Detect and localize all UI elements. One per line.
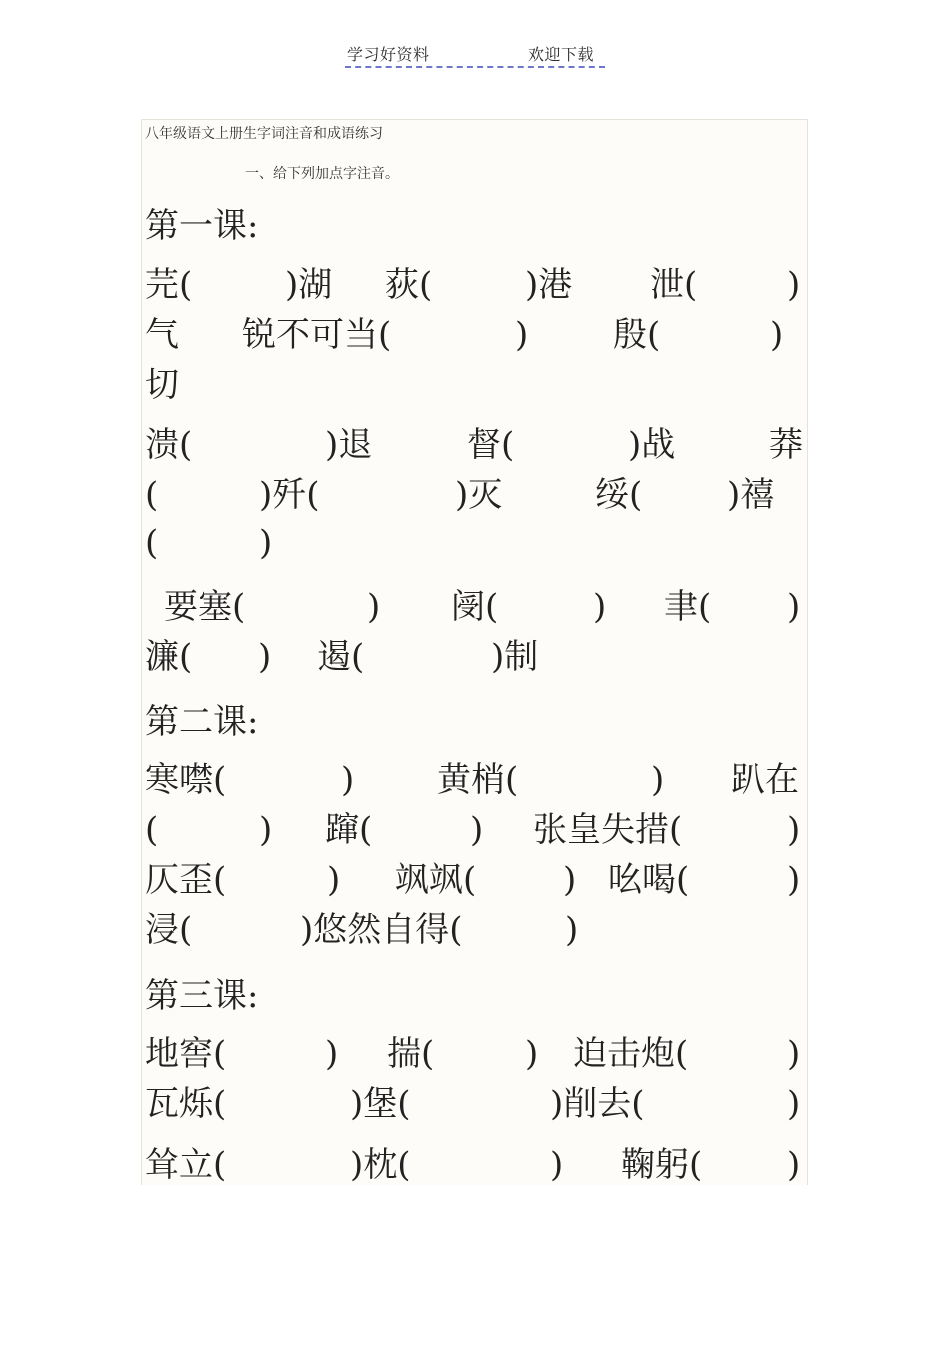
exercise-item: ) [593, 587, 607, 627]
exercise-item: ) [563, 860, 577, 900]
exercise-item: ) [651, 760, 665, 800]
page-header [345, 40, 605, 68]
exercise-item: 地窖( [145, 1034, 227, 1074]
exercise-item: 荻( [385, 265, 433, 305]
exercise-item: ( [145, 475, 159, 515]
exercise-line [145, 310, 802, 360]
exercise-item: ( [145, 810, 159, 850]
exercise-item: 张皇失措( [533, 810, 683, 850]
exercise-item: ) [787, 1084, 801, 1124]
exercise-item: )港 [525, 265, 573, 305]
exercise-item: )灭 [455, 475, 503, 515]
exercise-item: )战 [628, 425, 676, 465]
exercise-line [145, 582, 802, 632]
exercise-item: 瓦烁( [145, 1084, 227, 1124]
exercise-line [145, 518, 802, 568]
exercise-item: ) [325, 1034, 339, 1074]
exercise-item: 鞠躬( [621, 1145, 703, 1185]
exercise-item: 黄梢( [437, 760, 519, 800]
exercise-item: ) [787, 1034, 801, 1074]
exercise-item: )悠然自得( [300, 910, 463, 950]
exercise-item: 聿( [664, 587, 712, 627]
exercise-line [145, 260, 802, 310]
exercise-item: 锐不可当( [242, 315, 392, 355]
exercise-item: 蹿( [325, 810, 373, 850]
exercise-item: )歼( [259, 475, 320, 515]
lesson-heading: 第二课: [145, 702, 259, 742]
exercise-item: ) [258, 637, 272, 677]
exercise-item: 绥( [595, 475, 643, 515]
exercise-item: ) [787, 265, 801, 305]
exercise-item: 飒飒( [395, 860, 477, 900]
exercise-item: 耸立( [145, 1145, 227, 1185]
exercise-item: ) [525, 1034, 539, 1074]
exercise-item: )堡( [350, 1084, 411, 1124]
exercise-item: 遏( [317, 637, 365, 677]
header-left-text: 学习好资料 [347, 45, 430, 64]
exercise-line [145, 1079, 802, 1129]
exercise-item: 阌( [451, 587, 499, 627]
exercise-item: 迫击炮( [573, 1034, 689, 1074]
exercise-line [145, 1029, 802, 1079]
exercise-line [145, 855, 802, 905]
exercise-line [145, 632, 802, 682]
document-body [141, 119, 808, 1185]
exercise-item: ) [327, 860, 341, 900]
exercise-item: 揣( [387, 1034, 435, 1074]
exercise-item: )退 [325, 425, 373, 465]
exercise-item: 吆喝( [608, 860, 690, 900]
exercise-item: 要塞( [164, 587, 246, 627]
exercise-item: )禧 [727, 475, 775, 515]
exercise-item: 芫( [145, 265, 193, 305]
exercise-item: 泄( [650, 265, 698, 305]
exercise-line [145, 360, 802, 410]
exercise-item: ) [515, 315, 529, 355]
exercise-line [145, 805, 802, 855]
exercise-item: )制 [491, 637, 539, 677]
exercise-item: 仄歪( [145, 860, 227, 900]
exercise-item: 溃( [145, 425, 193, 465]
exercise-item: 趴在 [731, 760, 799, 800]
exercise-item: ) [259, 810, 273, 850]
exercise-item: ) [470, 810, 484, 850]
exercise-item: ) [787, 587, 801, 627]
exercise-item: 浸( [145, 910, 193, 950]
exercise-item: ( [145, 523, 159, 563]
exercise-item: )削去( [550, 1084, 645, 1124]
document-title: 八年级语文上册生字词注音和成语练习 [145, 126, 383, 142]
exercise-line [145, 905, 802, 955]
exercise-item: ) [565, 910, 579, 950]
exercise-item: ) [770, 315, 784, 355]
instruction-text: 一、给下列加点字注音。 [245, 166, 399, 182]
exercise-item: ) [787, 810, 801, 850]
exercise-item: )湖 [285, 265, 333, 305]
exercise-item: 寒噤( [145, 760, 227, 800]
exercise-item: ) [367, 587, 381, 627]
exercise-item: 莽 [769, 425, 803, 465]
exercise-item: ) [259, 523, 273, 563]
exercise-item: 气 [145, 315, 179, 355]
exercise-line [145, 420, 802, 470]
exercise-item: 濂( [145, 637, 193, 677]
exercise-item: 切 [145, 365, 179, 405]
exercise-item: 殷( [613, 315, 661, 355]
header-right-text: 欢迎下载 [528, 45, 595, 64]
exercise-item: ) [787, 860, 801, 900]
exercise-line [145, 470, 802, 520]
lesson-heading: 第三课: [145, 976, 259, 1016]
lesson-heading: 第一课: [145, 206, 259, 246]
exercise-line [145, 755, 802, 805]
exercise-item: ) [550, 1145, 564, 1185]
exercise-item: )枕( [350, 1145, 411, 1185]
exercise-item: 督( [467, 425, 515, 465]
exercise-item: ) [341, 760, 355, 800]
exercise-item: ) [787, 1145, 801, 1185]
exercise-line [145, 1140, 802, 1185]
